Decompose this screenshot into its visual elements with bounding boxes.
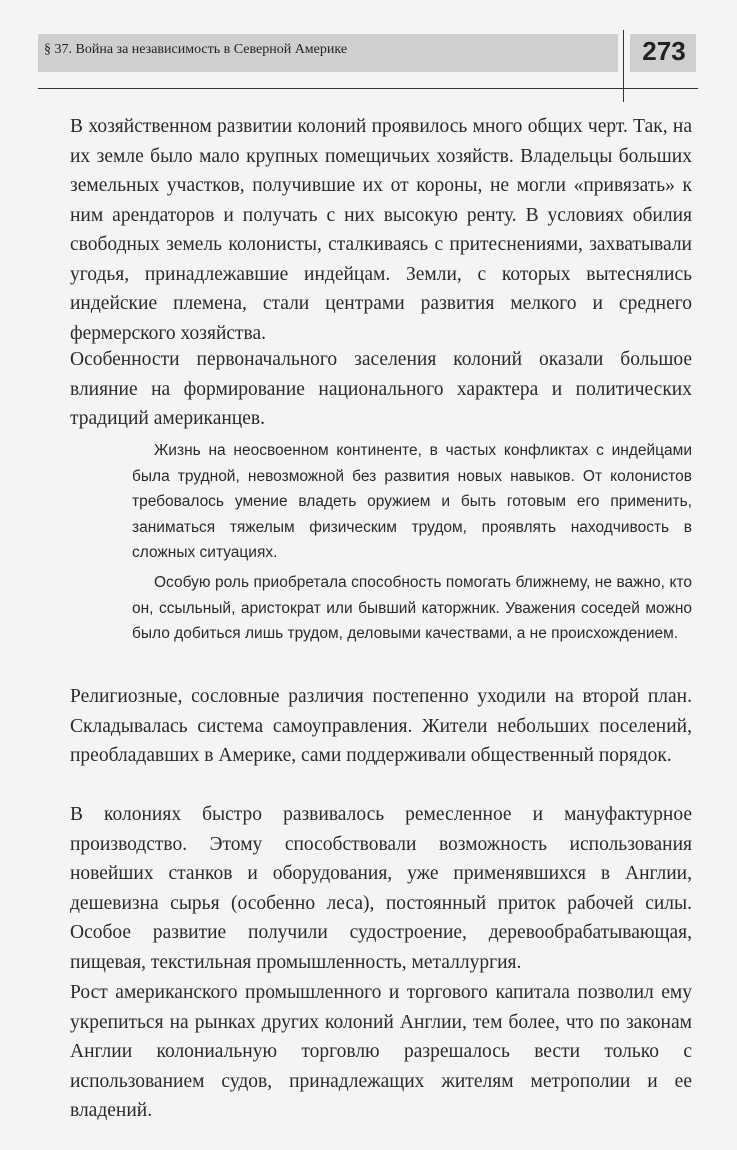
quote-paragraph-1: Жизнь на неосвоенном континенте, в частых конфликтах с индейцами была трудной, невозможной без развития новых навыков. От колонистов требовалось умение владеть оружием и быть готовым его применить, заниматься тяжелым физическим трудом, проявлять находчивость в сложных ситуациях.	[132, 442, 692, 561]
paragraph-5: Рост американского промышленного и торгового капитала позволил ему укрепиться на рынках других колоний Англии, тем более, что по законам Англии колониальную торговлю разрешалось вести только с использованием судов, принадлежащих жителям метрополии и ее владений.	[70, 982, 692, 1121]
header-divider-vertical	[623, 30, 624, 102]
paragraph-2: Особенности первоначального заселения колоний оказали большое влияние на формирование национального характера и политических традиций американцев.	[70, 349, 692, 429]
paragraph-4: В колониях быстро развивалось ремесленное и мануфактурное производство. Этому способствовали возможность использования новейших станков и оборудования, уже применявшихся в Англии, дешевизна сырья (особенно леса), постоянный приток рабочей силы. Особое развитие получили судостроение, деревообрабатывающая, пищевая, текстильная промышленность, металлургия.	[70, 804, 692, 973]
header-divider-horizontal	[38, 88, 698, 89]
running-header-title: § 37. Война за независимость в Северной Америке	[44, 42, 348, 57]
paragraph-1: В хозяйственном развитии колоний проявилось много общих черт. Так, на их земле было мало крупных помещичьих хозяйств. Владельцы больших земельных участков, получившие их от короны, не могли «привязать» к ним арендаторов и получать с них высокую ренту. В условиях обилия свободных земель колонисты, сталкиваясь с притеснениями, захватывали угодья, принадлежавшие индейцам. Земли, с которых вытеснялись индейские племена, стали центрами развития мелкого и среднего фермерского хозяйства.	[70, 116, 692, 344]
page-number: 273	[642, 36, 686, 66]
quote-paragraph-2: Особую роль приобретала способность помогать ближнему, не важно, кто он, ссыльный, аристократ или бывший каторжник. Уважения соседей можно было добиться лишь трудом, деловыми качествами, а не происхождением.	[132, 574, 692, 642]
paragraph-3: Религиозные, сословные различия постепенно уходили на второй план. Складывалась система самоуправления. Жители небольших поселений, преобладавших в Америке, сами поддерживали общественный порядок.	[70, 686, 692, 766]
